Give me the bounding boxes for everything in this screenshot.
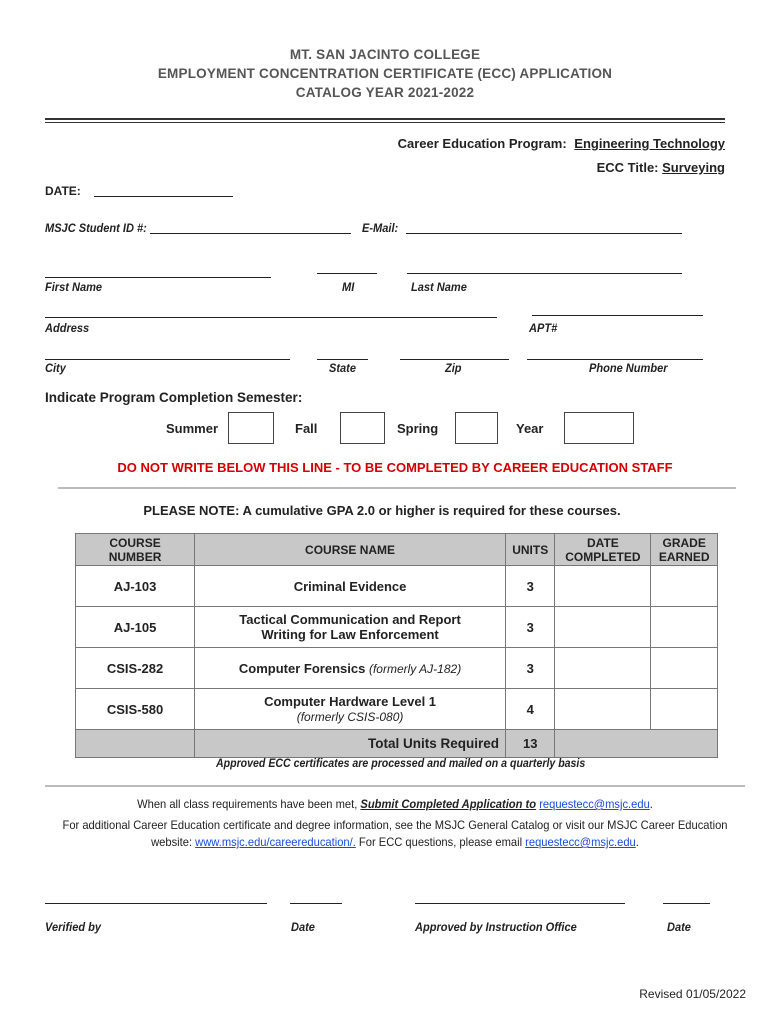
course-number: AJ-103 xyxy=(76,566,195,607)
last-name-label: Last Name xyxy=(411,280,467,294)
staff-notice: DO NOT WRITE BELOW THIS LINE - TO BE COMPLETED BY CAREER EDUCATION STAFF xyxy=(117,460,673,475)
date-completed-cell[interactable] xyxy=(555,607,651,648)
course-table xyxy=(75,533,718,758)
program-line xyxy=(398,136,725,151)
course-units: 3 xyxy=(506,566,555,607)
course-number: AJ-105 xyxy=(76,607,195,648)
program-label: Career Education Program: xyxy=(397,136,567,151)
completion-heading: Indicate Program Completion Semester: xyxy=(45,390,303,405)
spring-checkbox[interactable] xyxy=(455,412,498,444)
revised-date: Revised 01/05/2022 xyxy=(639,987,746,1001)
spring-label: Spring xyxy=(397,421,439,436)
table-row xyxy=(76,607,718,648)
date2-field[interactable] xyxy=(663,903,710,904)
year-label: Year xyxy=(516,421,544,436)
ecc-title-value: Surveying xyxy=(662,160,725,175)
date-completed-cell[interactable] xyxy=(555,689,651,730)
grade-cell[interactable] xyxy=(651,689,718,730)
col-grade-line2: EARNED xyxy=(658,549,710,564)
header-divider-top xyxy=(45,118,725,120)
form-title: EMPLOYMENT CONCENTRATION CERTIFICATE (ECC) APPLICATION xyxy=(157,66,613,81)
summer-label: Summer xyxy=(166,421,219,436)
footer-line3-mid: For ECC questions, please email xyxy=(355,835,526,849)
state-field[interactable] xyxy=(317,359,368,360)
col-units: UNITS xyxy=(506,534,555,566)
col-date-line2: COMPLETED xyxy=(565,549,641,564)
address-field[interactable] xyxy=(45,317,497,318)
course-name-line2: Writing for Law Enforcement xyxy=(261,627,439,642)
course-name-line1: Tactical Communication and Report xyxy=(239,612,461,627)
submit-email-link[interactable]: requestecc@msjc.edu xyxy=(539,797,650,811)
submit-instruction: Submit Completed Application to xyxy=(360,797,537,811)
col-course-number xyxy=(76,534,195,566)
year-field[interactable] xyxy=(564,412,634,444)
course-former-note: (formerly AJ-182) xyxy=(368,661,462,676)
approved-by-field[interactable] xyxy=(415,903,625,904)
grade-cell[interactable] xyxy=(651,566,718,607)
last-name-field[interactable] xyxy=(407,273,682,274)
course-name-main: Computer Hardware Level 1 xyxy=(264,694,437,709)
date-label: DATE: xyxy=(45,184,81,198)
mi-field[interactable] xyxy=(317,273,377,274)
footer-line3-post: . xyxy=(635,835,639,849)
date2-label: Date xyxy=(667,920,691,934)
total-units: 13 xyxy=(506,730,555,758)
course-number: CSIS-282 xyxy=(76,648,195,689)
email-field[interactable] xyxy=(406,233,682,234)
course-units: 3 xyxy=(506,648,555,689)
date1-label: Date xyxy=(291,920,315,934)
first-name-field[interactable] xyxy=(45,277,271,278)
course-name xyxy=(195,607,506,648)
state-label: State xyxy=(329,361,356,375)
apt-field[interactable] xyxy=(532,315,703,316)
first-name-label: First Name xyxy=(45,280,103,294)
college-name: MT. SAN JACINTO COLLEGE xyxy=(289,47,481,62)
footer-divider xyxy=(45,785,745,787)
ecc-title-label: ECC Title: xyxy=(596,160,659,175)
mi-label: MI xyxy=(342,280,355,294)
footer-line3-pre: website: xyxy=(151,835,196,849)
email-label: E-Mail: xyxy=(362,221,399,235)
summer-checkbox[interactable] xyxy=(228,412,274,444)
city-label: City xyxy=(45,361,66,375)
fall-checkbox[interactable] xyxy=(340,412,385,444)
address-label: Address xyxy=(45,321,90,335)
city-field[interactable] xyxy=(45,359,290,360)
zip-label: Zip xyxy=(445,361,462,375)
student-id-label: MSJC Student ID #: xyxy=(45,221,147,235)
total-label: Total Units Required xyxy=(195,730,506,758)
footer-line2: For additional Career Education certificate and degree information, see the MSJC General Catalog or visit our MSJC Career Education xyxy=(62,818,728,832)
table-row xyxy=(76,689,718,730)
course-name-main: Computer Forensics xyxy=(238,660,366,676)
course-name: Criminal Evidence xyxy=(195,566,506,607)
col-date-completed xyxy=(555,534,651,566)
col-date-line1: DATE xyxy=(587,535,619,550)
course-name xyxy=(195,689,506,730)
date-completed-cell[interactable] xyxy=(555,566,651,607)
fall-label: Fall xyxy=(295,421,318,436)
table-row xyxy=(76,566,718,607)
staff-divider xyxy=(58,487,736,489)
total-blank xyxy=(555,730,718,758)
course-number: CSIS-580 xyxy=(76,689,195,730)
program-value: Engineering Technology xyxy=(574,136,725,151)
phone-label: Phone Number xyxy=(589,361,668,375)
student-id-field[interactable] xyxy=(150,233,351,234)
date1-field[interactable] xyxy=(290,903,342,904)
date-completed-cell[interactable] xyxy=(555,648,651,689)
table-header-row xyxy=(76,534,718,566)
website-link[interactable]: www.msjc.edu/careereducation/. xyxy=(195,835,356,849)
grade-cell[interactable] xyxy=(651,648,718,689)
course-units: 3 xyxy=(506,607,555,648)
date-field[interactable] xyxy=(94,196,233,197)
col-course-number-line2: NUMBER xyxy=(108,549,162,564)
catalog-year: CATALOG YEAR 2021-2022 xyxy=(295,85,475,100)
phone-field[interactable] xyxy=(527,359,703,360)
footer-line1-pre: When all class requirements have been met, xyxy=(137,797,361,811)
col-grade-line1: GRADE xyxy=(662,535,706,550)
course-units: 4 xyxy=(506,689,555,730)
total-row xyxy=(76,730,718,758)
ecc-title-line xyxy=(597,160,725,175)
grade-cell[interactable] xyxy=(651,607,718,648)
gpa-note: PLEASE NOTE: A cumulative GPA 2.0 or higher is required for these courses. xyxy=(143,503,621,518)
col-course-name: COURSE NAME xyxy=(195,534,506,566)
approved-note: Approved ECC certificates are processed and mailed on a quarterly basis xyxy=(216,758,586,770)
course-name xyxy=(195,648,506,689)
header-divider-bottom xyxy=(45,122,725,123)
footer-line1 xyxy=(28,797,763,811)
footer-line1-post: . xyxy=(649,797,653,811)
zip-field[interactable] xyxy=(400,359,509,360)
col-grade-earned xyxy=(651,534,718,566)
questions-email-link[interactable]: requestecc@msjc.edu xyxy=(525,835,636,849)
verified-by-field[interactable] xyxy=(45,903,267,904)
apt-label: APT# xyxy=(529,321,558,335)
total-spacer xyxy=(76,730,195,758)
footer-line3 xyxy=(28,835,763,849)
approved-by-label: Approved by Instruction Office xyxy=(415,920,577,934)
col-course-number-line1: COURSE xyxy=(109,535,161,550)
course-former-note: (formerly CSIS-080) xyxy=(296,710,404,724)
verified-by-label: Verified by xyxy=(45,920,102,934)
table-row xyxy=(76,648,718,689)
